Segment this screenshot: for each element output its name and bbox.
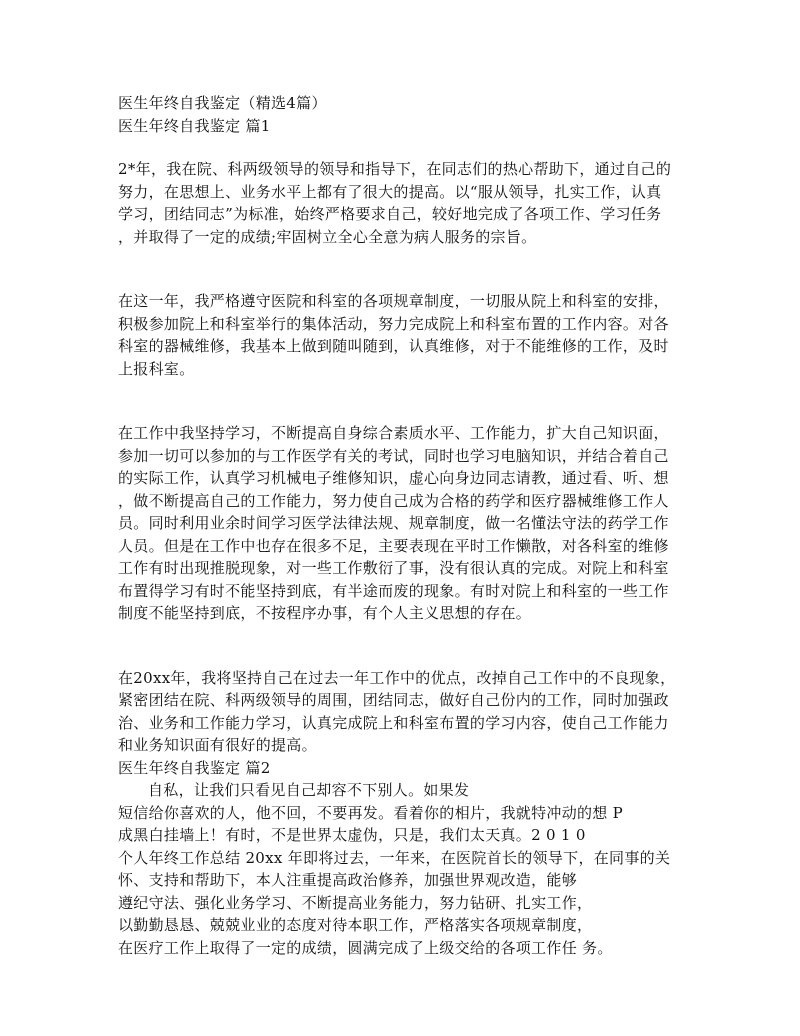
paragraph-line: 自私，让我们只看见自己却容不下别人。如果发 [148, 781, 470, 799]
paragraph-line: 人员。但是在工作中也存在很多不足，主要表现在平时工作懒散，对各科室的维修 [118, 536, 669, 555]
paragraph-line: ，做不断提高自己的工作能力，努力使自己成为合格的药学和医疗器械维修工作人 [118, 491, 669, 510]
paragraph-line: 在医疗工作上取得了一定的成绩，圆满完成了上级交给的各项工作任 务。 [118, 938, 613, 957]
paragraph-line: 布置得学习有时不能坚持到底，有半途而废的现象。有时对院上和科室的一些工作 [118, 581, 669, 600]
paragraph-line: 制度不能坚持到底，不按程序办事，有个人主义思想的存在。 [118, 604, 532, 622]
paragraph-line: 怀、支持和帮助下，本人注重提高政治修养，加强世界观改造，能够 [118, 871, 578, 889]
document-body [118, 92, 693, 959]
paragraph-3 [118, 422, 693, 625]
paragraph-line: 积极参加院上和科室举行的集体活动，努力完成院上和科室布置的工作内容。对各 [118, 314, 669, 333]
paragraph-line: 紧密团结在院、科两级领导的周围，团结同志，做好自己份内的工作，同时加强政 [118, 691, 669, 709]
paragraph-line: 参加一切可以参加的与工作医学有关的考试，同时也学习电脑知识，并结合着自己 [118, 446, 669, 465]
paragraph-line: 工作有时出现推脱现象，对一些工作敷衍了事，没有很认真的完成。对院上和科室 [118, 559, 669, 577]
paragraph-4 [118, 667, 693, 757]
paragraph-line: 科室的器械维修，我基本上做到随叫随到，认真维修，对于不能维修的工作，及时 [118, 337, 669, 355]
document-title: 医生年终自我鉴定（精选4篇） [118, 94, 327, 112]
paragraph-line: 和业务知识面有很好的提高。 [118, 736, 317, 754]
paragraph-line: 短信给你喜欢的人，他不回，不要再发。看着你的相片，我就特冲动的想 P [118, 803, 624, 822]
paragraph-line: 以勤勤恳恳、兢兢业业的态度对待本职工作，严格落实各项规章制度， [118, 916, 593, 934]
paragraph-line: 个人年终工作总结 20xx 年即将过去，一年来，在医院首长的领导下，在同事的关 [118, 848, 671, 867]
paragraph-line: 在20xx年，我将坚持自己在过去一年工作中的优点，改掉自己工作中的不良现象， [118, 668, 676, 687]
paragraph-line: 成黑白挂墙上！有时，不是世界太虚伪，只是，我们太天真。2 0 1 0 [118, 826, 586, 844]
section-1-heading: 医生年终自我鉴定 篇1 [118, 116, 271, 135]
paragraph-line: 学习，团结同志”为标准，始终严格要求自己，较好地完成了各项工作、学习任务 [118, 205, 662, 223]
paragraph-line: 在工作中我坚持学习，不断提高自身综合素质水平、工作能力，扩大自己知识面， [118, 424, 669, 442]
paragraph-line: 的实际工作，认真学习机械电子维修知识，虚心向身边同志请教，通过看、听、想 [118, 469, 669, 487]
paragraph-line: 治、业务和工作能力学习，认真完成院上和科室布置的学习内容，使自己工作能力 [118, 713, 669, 732]
paragraph-line: ，并取得了一定的成绩;牢固树立全心全意为病人服务的宗旨。 [118, 227, 537, 246]
paragraph-2 [118, 290, 693, 380]
paragraph-line: 在这一年，我严格遵守医院和科室的各项规章制度，一切服从院上和科室的安排， [118, 292, 669, 310]
section-2-heading: 医生年终自我鉴定 篇2 [118, 758, 271, 777]
paragraph-line: 员。同时利用业余时间学习医学法律法规、规章制度，做一名懂法守法的药学工作 [118, 514, 669, 532]
section-2-body [118, 779, 693, 959]
paragraph-line: 遵纪守法、强化业务学习、不断提高业务能力，努力钻研、扎实工作， [118, 893, 593, 912]
paragraph-line: 上报科室。 [118, 359, 195, 378]
paragraph-line: 努力，在思想上、业务水平上都有了很大的提高。以“服从领导，扎实工作，认真 [118, 182, 662, 201]
paragraph-line: 2*年，我在院、科两级领导的领导和指导下，在同志们的热心帮助下，通过自己的 [118, 160, 672, 178]
paragraph-1 [118, 158, 693, 248]
